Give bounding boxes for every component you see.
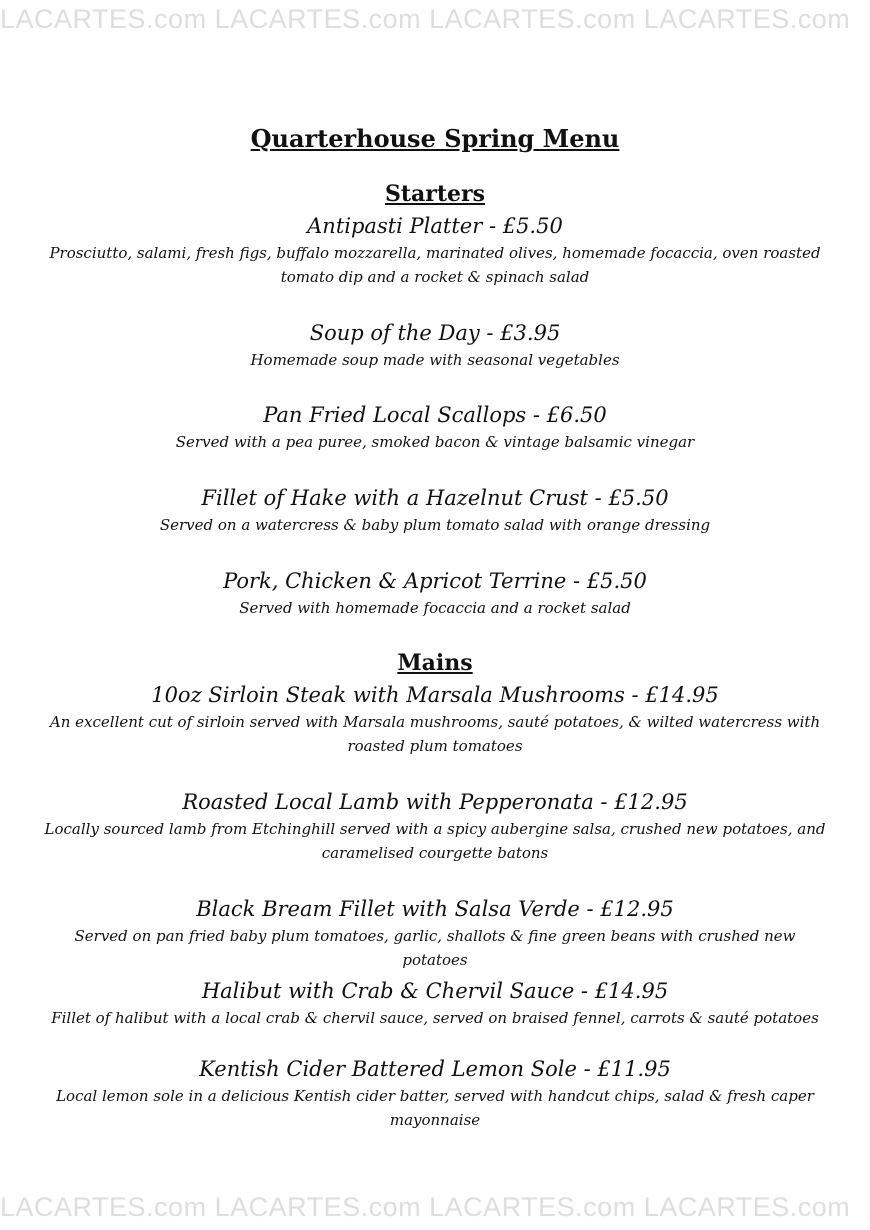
menu-item [30, 483, 840, 537]
menu-item [30, 1054, 840, 1132]
item-name: 10oz Sirloin Steak with Marsala Mushrooms - £14.95 [151, 683, 719, 707]
item-description: Served with homemade focaccia and a rocket salad [239, 599, 631, 617]
item-description: Served on a watercress & baby plum tomato salad with orange dressing [159, 516, 711, 534]
menu-title: Quarterhouse Spring Menu [250, 124, 620, 153]
watermark-bottom: LACARTES.com LACARTES.com LACARTES.com LACARTES.com [0, 1192, 851, 1222]
item-description: Served on pan fried baby plum tomatoes, garlic, shallots & fine green beans with crushed new potatoes [74, 927, 796, 969]
item-name: Soup of the Day - £3.95 [309, 321, 561, 345]
item-name: Halibut with Crab & Chervil Sauce - £14.95 [201, 979, 669, 1003]
item-description: Prosciutto, salami, fresh figs, buffalo mozzarella, marinated olives, homemade focaccia, oven roasted tomato dip and a rocket & spinach salad [49, 244, 821, 286]
section-heading-starters: Starters [384, 181, 486, 207]
item-name: Fillet of Hake with a Hazelnut Crust - £5.50 [201, 486, 669, 510]
menu-item [30, 318, 840, 372]
item-name: Antipasti Platter - £5.50 [307, 214, 563, 238]
menu-item [30, 400, 840, 454]
menu-item [30, 680, 840, 758]
item-name: Black Bream Fillet with Salsa Verde - £12.95 [196, 897, 674, 921]
item-description: An excellent cut of sirloin served with Marsala mushrooms, sauté potatoes, & wilted watercress with roasted plum tomatoes [49, 713, 821, 755]
item-name: Roasted Local Lamb with Pepperonata - £12.95 [182, 790, 688, 814]
item-name: Kentish Cider Battered Lemon Sole - £11.95 [199, 1057, 671, 1081]
item-name: Pan Fried Local Scallops - £6.50 [263, 403, 607, 427]
item-description: Homemade soup made with seasonal vegetables [250, 351, 620, 369]
menu-item [30, 787, 840, 865]
menu-item [30, 894, 840, 972]
item-name: Pork, Chicken & Apricot Terrine - £5.50 [223, 569, 647, 593]
item-description: Local lemon sole in a delicious Kentish cider batter, served with handcut chips, salad & fresh caper mayonnaise [56, 1087, 814, 1129]
item-description: Fillet of halibut with a local crab & chervil sauce, served on braised fennel, carrots & sauté potatoes [51, 1009, 819, 1027]
item-description: Locally sourced lamb from Etchinghill served with a spicy aubergine salsa, crushed new potatoes, and caramelised courgette batons [44, 820, 826, 862]
menu-item [30, 566, 840, 620]
section-heading-mains: Mains [397, 650, 473, 676]
watermark-top: LACARTES.com LACARTES.com LACARTES.com LACARTES.com [0, 4, 851, 34]
menu-item [30, 976, 840, 1030]
menu-item [30, 211, 840, 289]
item-description: Served with a pea puree, smoked bacon & vintage balsamic vinegar [175, 433, 695, 451]
